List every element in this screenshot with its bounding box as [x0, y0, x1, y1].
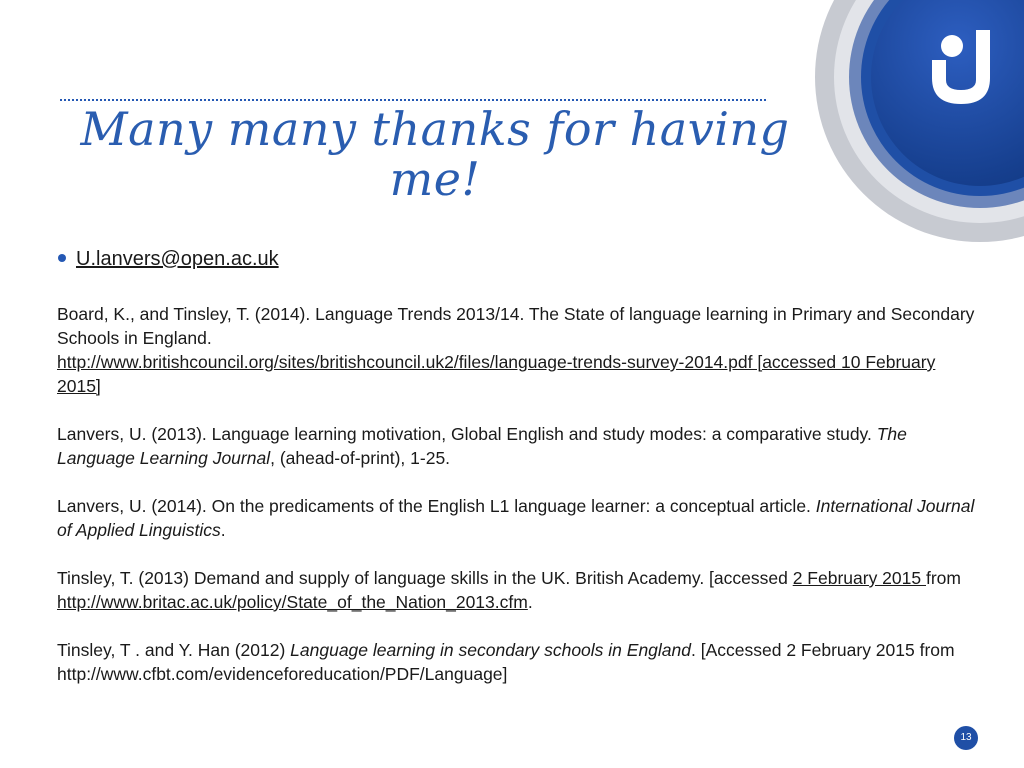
- email-link[interactable]: U.lanvers@open.ac.uk: [76, 248, 279, 270]
- journal-title: The Language Learning Journal: [57, 424, 907, 468]
- title-divider: [60, 99, 766, 101]
- reference-board-tinsley: Board, K., and Tinsley, T. (2014). Language Trends 2013/14. The State of language learning in Primary and Secondary Schools in England. http://www.britishcouncil.org/sites/britishcouncil.uk2/files/language-trends-survey-2014.pdf [accessed 10 February 2015]: [57, 304, 975, 396]
- bullet-icon: [58, 254, 66, 262]
- contact-item: [58, 246, 279, 272]
- page-number: 13: [954, 726, 978, 750]
- reference-link[interactable]: http://www.britac.ac.uk/policy/State_of_the_Nation_2013.cfm: [57, 592, 528, 612]
- reference-date-link[interactable]: 2 February 2015: [792, 568, 926, 588]
- book-title: Language learning in secondary schools in England: [290, 640, 691, 660]
- references-list: [57, 302, 977, 710]
- open-university-logo-icon: [930, 28, 992, 104]
- reference-lanvers-2013: Lanvers, U. (2013). Language learning motivation, Global English and study modes: a comparative study. The Language Learning Journal, (ahead-of-print), 1-25.: [57, 424, 907, 468]
- reference-link[interactable]: http://www.britishcouncil.org/sites/britishcouncil.uk2/files/language-trends-survey-2014.pdf [accessed 10 February 2015]: [57, 352, 936, 396]
- slide-title: Many many thanks for having me!: [80, 102, 790, 206]
- reference-tinsley-2013: Tinsley, T. (2013) Demand and supply of language skills in the UK. British Academy. [accessed 2 February 2015 from http://www.britac.ac.uk/policy/State_of_the_Nation_2013.cfm.: [57, 568, 961, 612]
- journal-title: International Journal of Applied Linguistics: [57, 496, 975, 540]
- reference-tinsley-han: Tinsley, T . and Y. Han (2012) Language learning in secondary schools in England. [Accessed 2 February 2015 from http://www.cfbt.com/evidenceforeducation/PDF/Language]: [57, 640, 955, 684]
- reference-lanvers-2014: Lanvers, U. (2014). On the predicaments of the English L1 language learner: a conceptual article. International Journal of Applied Linguistics.: [57, 496, 975, 540]
